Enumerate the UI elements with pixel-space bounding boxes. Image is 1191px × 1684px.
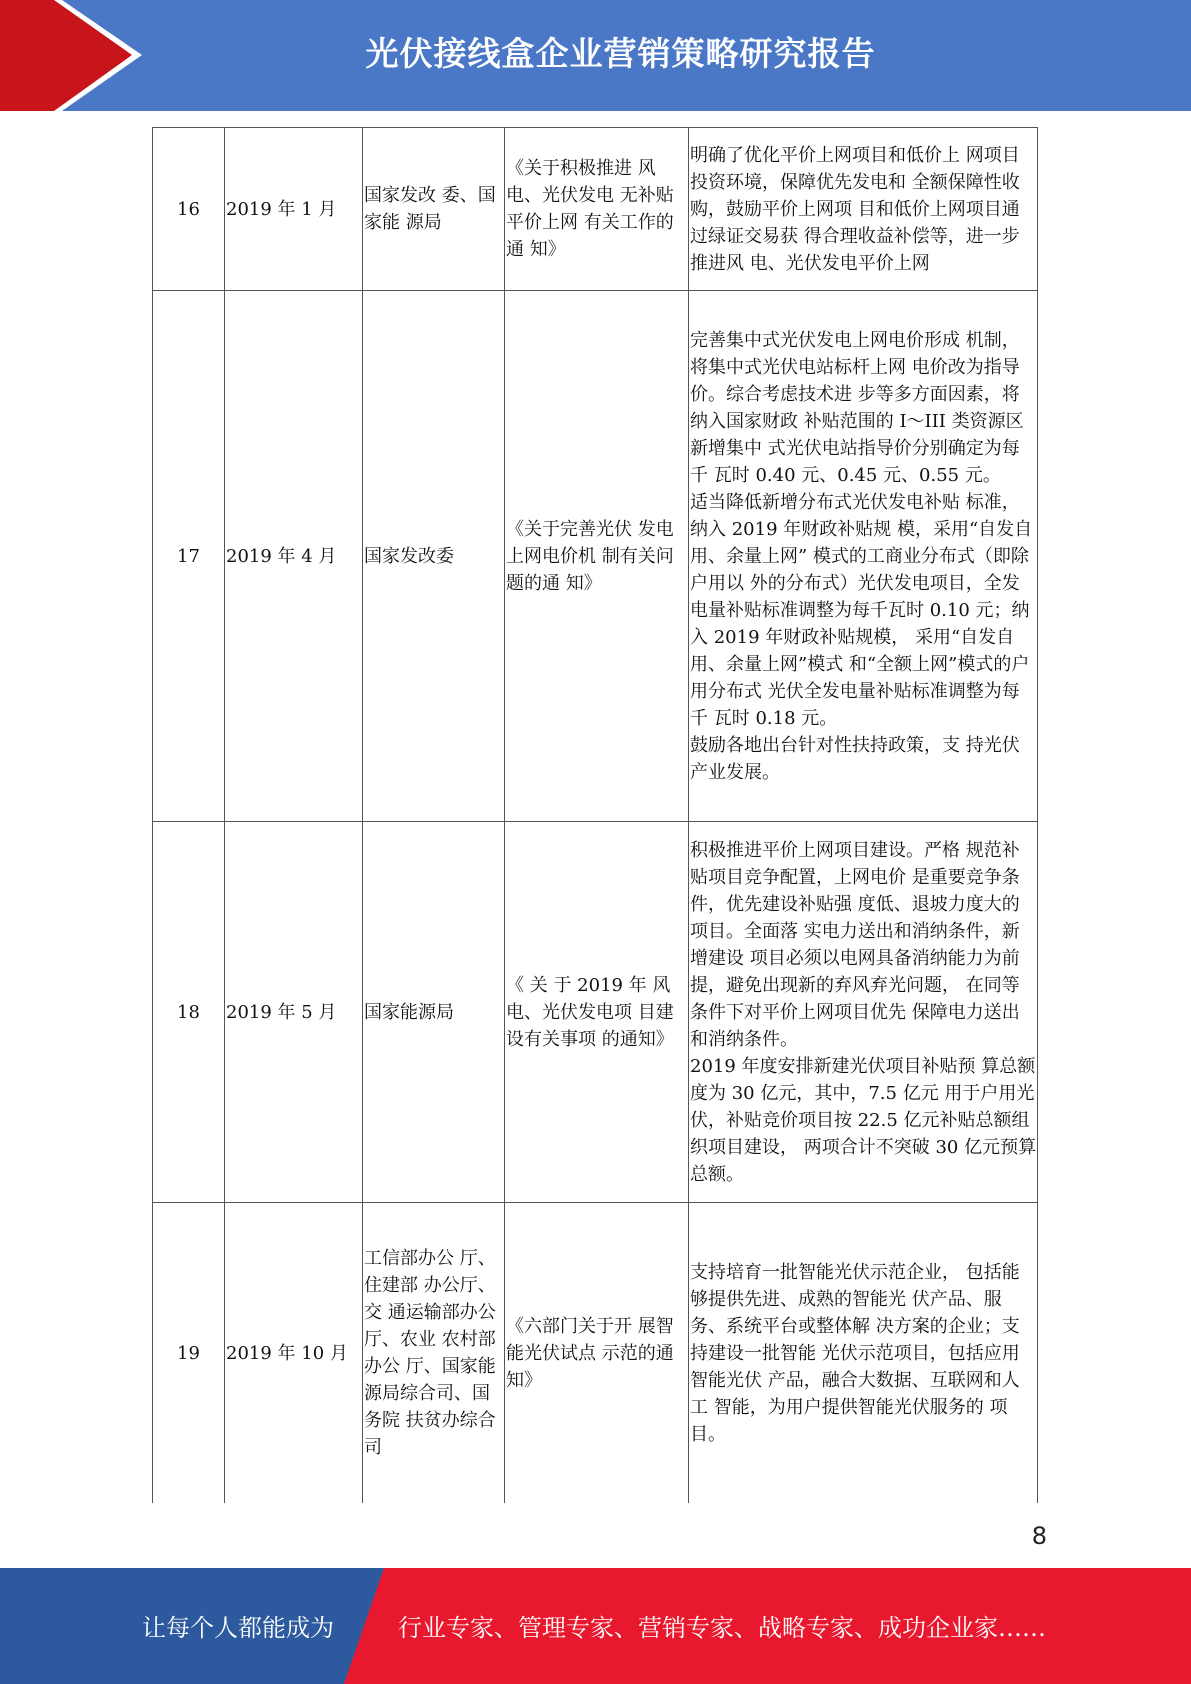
row-agency: 国家能源局 [363, 822, 505, 1203]
row-content [689, 1203, 1038, 1504]
content-paragraph: 2019 年度安排新建光伏项目补贴预 算总额度为 30 亿元，其中，7.5 亿元 用于户用光伏，补贴竞价项目按 22.5 亿元补贴总额组织项目建设， 两项合计不突破 30 亿元预算总额。 [690, 1055, 1037, 1185]
page-number: 8 [1031, 1522, 1047, 1550]
row-content [689, 291, 1038, 822]
content-paragraph: 适当降低新增分布式光伏发电补贴 标准，纳入 2019 年财政补贴规 模，采用“自发自用、余量上网” 模式的工商业分布式（即除户用以 外的分布式）光伏发电项目，全发 电量补贴标准调整为每千瓦时 0.10 元；纳入 2019 年财政补贴规模， 采用“自发自用、余量上网”模式 和“全额上网”模式的户用分布式 光伏全发电量补贴标准调整为每千 瓦时 0.18 元。 [690, 491, 1033, 729]
table-row [153, 1203, 1038, 1504]
row-date: 2019 年 1 月 [225, 128, 363, 291]
row-number: 18 [153, 822, 225, 1203]
row-document: 《关于完善光伏 发电上网电价机 制有关问题的通 知》 [505, 291, 689, 822]
row-agency: 国家发改 委、国家能 源局 [363, 128, 505, 291]
report-title: 光伏接线盒企业营销策略研究报告 [365, 34, 876, 73]
row-number: 17 [153, 291, 225, 822]
row-document: 《关于积极推进 风电、光伏发电 无补贴平价上网 有关工作的通 知》 [505, 128, 689, 291]
table-row [153, 822, 1038, 1203]
row-content [689, 822, 1038, 1203]
content-paragraph: 支持培育一批智能光伏示范企业， 包括能够提供先进、成熟的智能光 伏产品、服务、系统平台或整体解 决方案的企业；支持建设一批智能 光伏示范项目，包括应用智能光伏 产品，融合大数据、互联网和人工 智能，为用户提供智能光伏服务的 项目。 [690, 1261, 1020, 1445]
page-footer [0, 1568, 1191, 1684]
content-paragraph: 鼓励各地出台针对性扶持政策，支 持光伏产业发展。 [690, 734, 1020, 783]
row-agency: 国家发改委 [363, 291, 505, 822]
table-row [153, 291, 1038, 822]
footer-slogan-left: 让每个人都能成为 [142, 1614, 334, 1642]
page-header [0, 0, 1191, 111]
policy-table [152, 127, 1038, 1503]
content-paragraph: 完善集中式光伏发电上网电价形成 机制，将集中式光伏电站标杆上网 电价改为指导价。综合考虑技术进 步等多方面因素，将纳入国家财政 补贴范围的 I～III 类资源区新增集中 式光伏电站指导价分别确定为每千 瓦时 0.40 元、0.45 元、0.55 元。 [690, 329, 1024, 486]
row-agency: 工信部办公 厅、住建部 办公厅、交 通运输部办公厅、农业 农村部办公 厅、国家能 源局综合司、国务院 扶贫办综合 司 [363, 1203, 505, 1504]
content-paragraph: 积极推进平价上网项目建设。严格 规范补贴项目竞争配置，上网电价 是重要竞争条件，优先建设补贴强 度低、退坡力度大的项目。全面落 实电力送出和消纳条件，新增建设 项目必须以电网具备消纳能力为前 提，避免出现新的弃风弃光问题， 在同等条件下对平价上网项目优先 保障电力送出和消纳条件。 [690, 839, 1020, 1050]
row-document: 《六部门关于开 展智能光伏试点 示范的通知》 [505, 1203, 689, 1504]
row-number: 19 [153, 1203, 225, 1504]
red-chevron-icon [0, 0, 150, 111]
row-date: 2019 年 5 月 [225, 822, 363, 1203]
footer-slogan-right: 行业专家、管理专家、营销专家、战略专家、成功企业家…… [398, 1614, 1046, 1642]
row-date: 2019 年 10 月 [225, 1203, 363, 1504]
row-content [689, 128, 1038, 291]
content-paragraph: 明确了优化平价上网项目和低价上 网项目投资环境，保障优先发电和 全额保障性收购，鼓励平价上网项 目和低价上网项目通过绿证交易获 得合理收益补偿等，进一步推进风 电、光伏发电平价上网 [690, 144, 1020, 274]
row-number: 16 [153, 128, 225, 291]
table-row [153, 128, 1038, 291]
row-document: 《 关 于 2019 年 风电、光伏发电项 目建设有关事项 的通知》 [505, 822, 689, 1203]
row-date: 2019 年 4 月 [225, 291, 363, 822]
